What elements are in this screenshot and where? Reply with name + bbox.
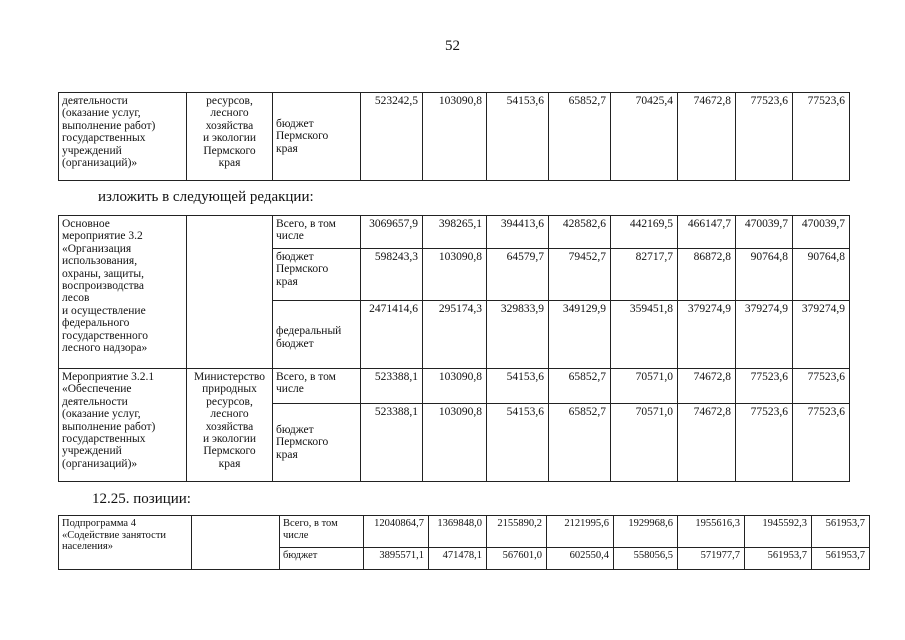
value-cell: 561953,7 bbox=[745, 548, 812, 570]
value-cell: 2471414,6 bbox=[361, 301, 423, 369]
measure-name-cell: деятельности (оказание услуг, выполнение работ) государственных учреждений (организаций)» bbox=[59, 93, 187, 181]
value-cell: 74672,8 bbox=[678, 369, 736, 404]
value-cell: 1929968,6 bbox=[614, 516, 678, 548]
executor-cell bbox=[187, 216, 273, 369]
value-cell: 74672,8 bbox=[678, 93, 736, 181]
table-row bbox=[59, 216, 850, 249]
value-cell: 77523,6 bbox=[793, 93, 850, 181]
value-cell: 70571,0 bbox=[611, 404, 678, 482]
value-cell: 2121995,6 bbox=[547, 516, 614, 548]
value-cell: 379274,9 bbox=[736, 301, 793, 369]
value-cell: 12040864,7 bbox=[364, 516, 429, 548]
measure-name-cell: Подпрограмма 4 «Содействие занятости населения» bbox=[59, 516, 192, 570]
value-cell: 70571,0 bbox=[611, 369, 678, 404]
table-new-edition bbox=[58, 215, 850, 482]
value-cell: 86872,8 bbox=[678, 249, 736, 301]
source-cell: Всего, в том числе bbox=[273, 216, 361, 249]
value-cell: 567601,0 bbox=[487, 548, 547, 570]
measure-name-cell: Основное мероприятие 3.2 «Организация использования, охраны, защиты, воспроизводства лесов и осуществление федерального государственного лесного надзора» bbox=[59, 216, 187, 369]
executor-cell: ресурсов, лесного хозяйства и экологии Пермского края bbox=[187, 93, 273, 181]
page-number: 52 bbox=[445, 38, 460, 54]
section-heading: 12.25. позиции: bbox=[92, 491, 191, 507]
source-cell: бюджет bbox=[280, 548, 364, 570]
value-cell: 103090,8 bbox=[423, 404, 487, 482]
value-cell: 54153,6 bbox=[487, 93, 549, 181]
value-cell: 359451,8 bbox=[611, 301, 678, 369]
value-cell: 523388,1 bbox=[361, 404, 423, 482]
value-cell: 466147,7 bbox=[678, 216, 736, 249]
value-cell: 1955616,3 bbox=[678, 516, 745, 548]
value-cell: 64579,7 bbox=[487, 249, 549, 301]
source-cell: бюджет Пермского края bbox=[273, 404, 361, 482]
table-positions bbox=[58, 515, 870, 570]
value-cell: 394413,6 bbox=[487, 216, 549, 249]
value-cell: 103090,8 bbox=[423, 93, 487, 181]
value-cell: 103090,8 bbox=[423, 249, 487, 301]
value-cell: 379274,9 bbox=[793, 301, 850, 369]
executor-cell bbox=[192, 516, 280, 570]
value-cell: 70425,4 bbox=[611, 93, 678, 181]
value-cell: 602550,4 bbox=[547, 548, 614, 570]
source-cell: бюджет Пермского края bbox=[273, 93, 361, 181]
table-row bbox=[59, 369, 850, 404]
value-cell: 65852,7 bbox=[549, 369, 611, 404]
source-cell: Всего, в том числе bbox=[273, 369, 361, 404]
value-cell: 349129,9 bbox=[549, 301, 611, 369]
value-cell: 103090,8 bbox=[423, 369, 487, 404]
table-previous-fragment bbox=[58, 92, 850, 181]
source-cell: федеральный бюджет bbox=[273, 301, 361, 369]
value-cell: 54153,6 bbox=[487, 404, 549, 482]
value-cell: 77523,6 bbox=[793, 369, 850, 404]
value-cell: 1369848,0 bbox=[429, 516, 487, 548]
value-cell: 3895571,1 bbox=[364, 548, 429, 570]
value-cell: 295174,3 bbox=[423, 301, 487, 369]
value-cell: 561953,7 bbox=[812, 548, 870, 570]
value-cell: 571977,7 bbox=[678, 548, 745, 570]
measure-name-cell: Мероприятие 3.2.1 «Обеспечение деятельности (оказание услуг, выполнение работ) государственных учреждений (организаций)» bbox=[59, 369, 187, 482]
section-heading: изложить в следующей редакции: bbox=[98, 189, 314, 205]
value-cell: 598243,3 bbox=[361, 249, 423, 301]
value-cell: 471478,1 bbox=[429, 548, 487, 570]
source-cell: Всего, в том числе bbox=[280, 516, 364, 548]
value-cell: 79452,7 bbox=[549, 249, 611, 301]
value-cell: 379274,9 bbox=[678, 301, 736, 369]
value-cell: 90764,8 bbox=[793, 249, 850, 301]
value-cell: 558056,5 bbox=[614, 548, 678, 570]
value-cell: 3069657,9 bbox=[361, 216, 423, 249]
value-cell: 77523,6 bbox=[793, 404, 850, 482]
value-cell: 74672,8 bbox=[678, 404, 736, 482]
value-cell: 90764,8 bbox=[736, 249, 793, 301]
value-cell: 428582,6 bbox=[549, 216, 611, 249]
value-cell: 2155890,2 bbox=[487, 516, 547, 548]
value-cell: 82717,7 bbox=[611, 249, 678, 301]
value-cell: 523242,5 bbox=[361, 93, 423, 181]
value-cell: 77523,6 bbox=[736, 93, 793, 181]
value-cell: 561953,7 bbox=[812, 516, 870, 548]
value-cell: 470039,7 bbox=[793, 216, 850, 249]
value-cell: 54153,6 bbox=[487, 369, 549, 404]
value-cell: 1945592,3 bbox=[745, 516, 812, 548]
source-cell: бюджет Пермского края bbox=[273, 249, 361, 301]
value-cell: 65852,7 bbox=[549, 93, 611, 181]
value-cell: 398265,1 bbox=[423, 216, 487, 249]
value-cell: 329833,9 bbox=[487, 301, 549, 369]
value-cell: 65852,7 bbox=[549, 404, 611, 482]
executor-cell: Министерство природных ресурсов, лесного хозяйства и экологии Пермского края bbox=[187, 369, 273, 482]
value-cell: 77523,6 bbox=[736, 369, 793, 404]
value-cell: 442169,5 bbox=[611, 216, 678, 249]
value-cell: 470039,7 bbox=[736, 216, 793, 249]
table-row bbox=[59, 93, 850, 181]
value-cell: 523388,1 bbox=[361, 369, 423, 404]
table-row bbox=[59, 516, 870, 548]
value-cell: 77523,6 bbox=[736, 404, 793, 482]
